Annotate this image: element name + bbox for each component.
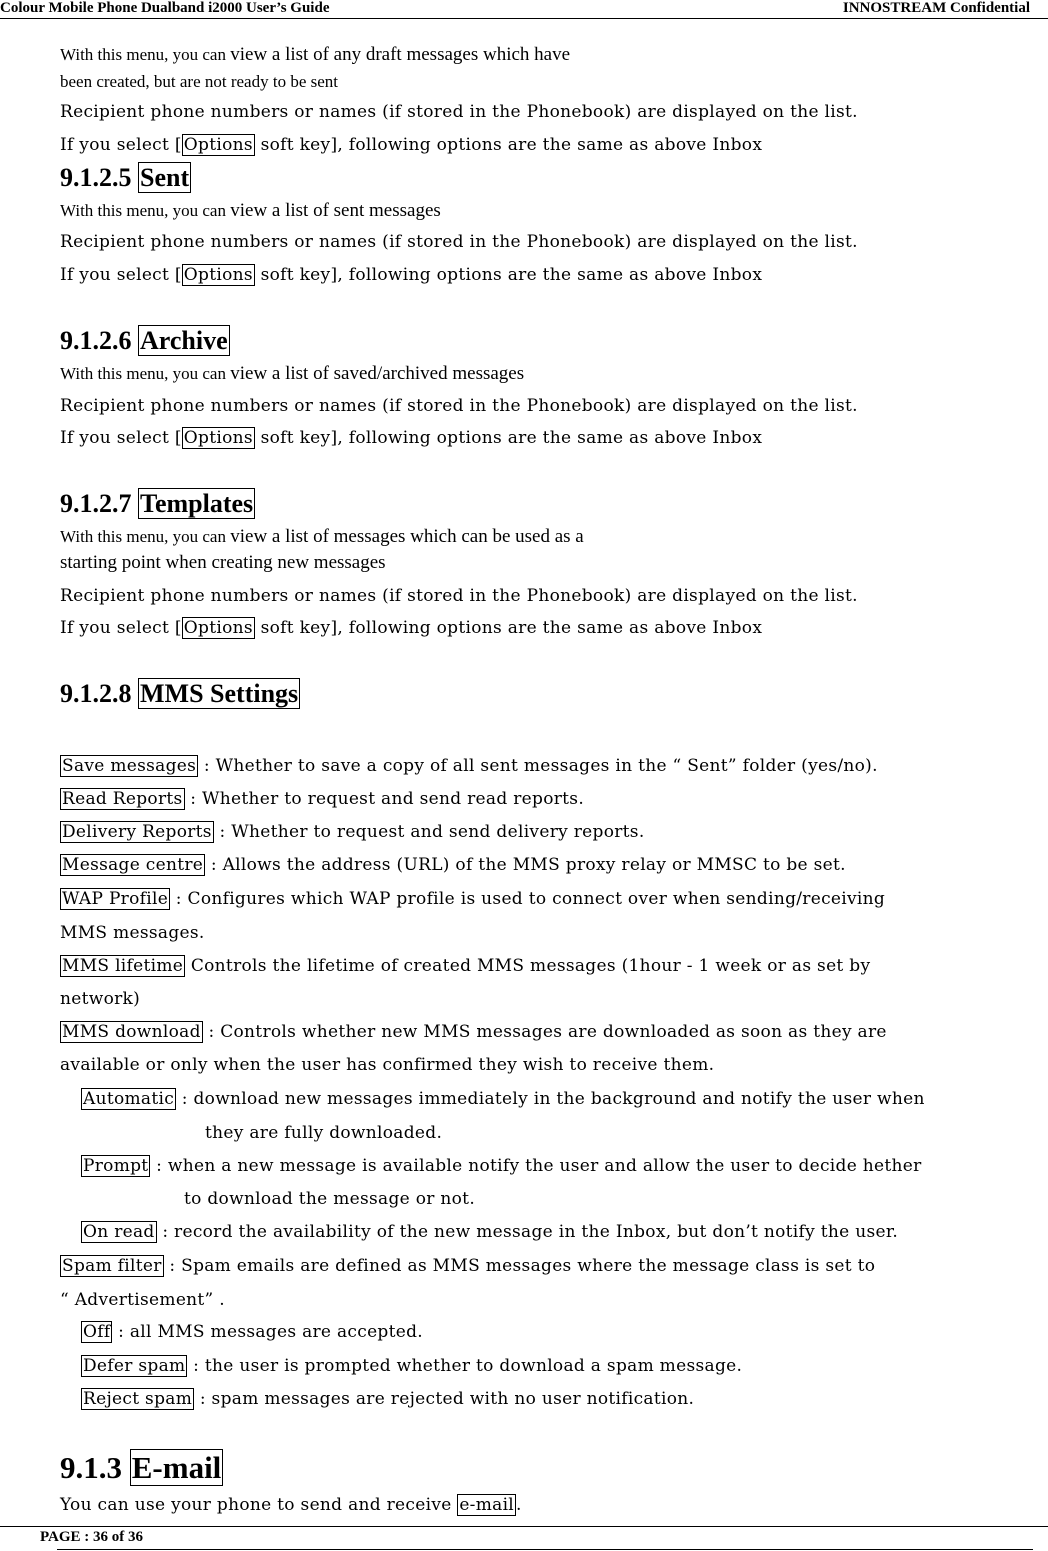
spam-opt-off <box>81 1322 423 1342</box>
mms-settings-heading <box>60 679 300 709</box>
recipients-line: Recipient phone numbers or names (if stored in the Phonebook) are displayed on the list. <box>60 102 858 122</box>
setting-desc: : Whether to request and send read reports. <box>184 789 585 809</box>
templates-intro <box>60 526 584 548</box>
download-opt-on-read <box>81 1222 898 1242</box>
setting-key: Read Reports <box>62 789 183 809</box>
opt-post: soft key], following options are the same as above Inbox <box>254 135 763 155</box>
option-key: Prompt <box>83 1156 149 1176</box>
setting-message-centre <box>60 855 846 875</box>
archive-intro <box>60 363 524 385</box>
recipients-line: Recipient phone numbers or names (if stored in the Phonebook) are displayed on the list. <box>60 396 858 416</box>
setting-desc: : Allows the address (URL) of the MMS proxy relay or MMSC to be set. <box>205 855 846 875</box>
sent-heading <box>60 163 191 193</box>
options-line <box>60 428 762 448</box>
download-opt-prompt-cont: to download the message or not. <box>184 1189 476 1209</box>
recipients-line: Recipient phone numbers or names (if stored in the Phonebook) are displayed on the list. <box>60 586 858 606</box>
email-heading <box>60 1450 223 1486</box>
doc-title: Colour Mobile Phone Dualband i2000 User’s Guide <box>0 0 330 16</box>
setting-spam-filter <box>60 1256 875 1276</box>
option-key: Off <box>83 1322 111 1342</box>
section-number: 9.1.2.7 <box>60 489 138 518</box>
download-opt-prompt <box>81 1156 922 1176</box>
setting-key: MMS download <box>62 1022 201 1042</box>
setting-desc: : Controls whether new MMS messages are downloaded as soon as they are <box>202 1022 887 1042</box>
section-title: MMS Settings <box>140 679 299 708</box>
setting-spam-filter-cont: “ Advertisement” . <box>60 1290 225 1310</box>
section-number: 9.1.3 <box>60 1450 130 1485</box>
setting-key: MMS lifetime <box>62 956 184 976</box>
spam-opt-defer <box>81 1356 742 1376</box>
setting-key: Spam filter <box>62 1256 162 1276</box>
email-intro-text: You can use your phone to send and receive <box>60 1495 458 1515</box>
option-desc: : when a new message is available notify the user and allow the user to decide hether <box>150 1156 922 1176</box>
option-desc: : all MMS messages are accepted. <box>112 1322 423 1342</box>
spam-opt-reject <box>81 1389 694 1409</box>
section-number: 9.1.2.6 <box>60 326 138 355</box>
section-number: 9.1.2.8 <box>60 679 138 708</box>
options-line <box>60 265 762 285</box>
option-desc: : spam messages are rejected with no user notification. <box>194 1389 695 1409</box>
opt-post: soft key], following options are the same as above Inbox <box>254 265 763 285</box>
option-key: Reject spam <box>83 1389 193 1409</box>
email-intro-end: . <box>516 1495 522 1515</box>
setting-key: Save messages <box>62 756 197 776</box>
options-line <box>60 618 762 638</box>
section-title: Templates <box>140 489 254 518</box>
confidential-label: INNOSTREAM Confidential <box>842 0 1030 16</box>
setting-key: WAP Profile <box>62 889 169 909</box>
option-desc: : the user is prompted whether to download a spam message. <box>187 1356 743 1376</box>
section-title: Archive <box>140 326 228 355</box>
setting-desc: : Configures which WAP profile is used to connect over when sending/receiving <box>170 889 886 909</box>
sent-intro <box>60 200 441 222</box>
setting-desc: : Whether to request and send delivery reports. <box>213 822 645 842</box>
options-key: Options <box>183 618 253 638</box>
archive-heading <box>60 326 230 356</box>
option-key: On read <box>83 1222 155 1242</box>
opt-post: soft key], following options are the same as above Inbox <box>254 428 763 448</box>
recipients-line: Recipient phone numbers or names (if stored in the Phonebook) are displayed on the list. <box>60 232 858 252</box>
page-number: PAGE : 36 of 36 <box>40 1529 144 1545</box>
templates-intro-cont: starting point when creating new messages <box>60 552 386 573</box>
options-line <box>60 135 762 155</box>
setting-desc: : Whether to save a copy of all sent messages in the “ Sent” folder (yes/no). <box>198 756 878 776</box>
intro-emph: view a list of sent messages <box>230 200 441 221</box>
option-desc: : download new messages immediately in the background and notify the user when <box>176 1089 925 1109</box>
opt-pre: If you select [ <box>60 265 182 285</box>
email-key: e-mail <box>459 1495 515 1515</box>
setting-desc: : Spam emails are defined as MMS messages where the message class is set to <box>163 1256 876 1276</box>
intro-prefix: With this menu, you can <box>60 201 231 220</box>
footer-rule <box>57 1549 1033 1550</box>
draft-intro <box>60 44 570 66</box>
page-footer <box>0 1526 1048 1549</box>
intro-prefix: With this menu, you can <box>60 364 231 383</box>
section-title: E-mail <box>131 1450 222 1485</box>
intro-emph: view a list of any draft messages which have <box>230 44 571 65</box>
opt-post: soft key], following options are the same as above Inbox <box>254 618 763 638</box>
setting-key: Delivery Reports <box>62 822 212 842</box>
section-title: Sent <box>140 163 190 192</box>
options-key: Options <box>183 265 253 285</box>
option-key: Defer spam <box>83 1356 186 1376</box>
section-number: 9.1.2.5 <box>60 163 138 192</box>
setting-key: Message centre <box>62 855 204 875</box>
option-desc: : record the availability of the new message in the Inbox, but don’t notify the user. <box>156 1222 899 1242</box>
intro-prefix: With this menu, you can <box>60 527 231 546</box>
setting-mms-lifetime <box>60 956 870 976</box>
setting-read-reports <box>60 789 584 809</box>
opt-pre: If you select [ <box>60 618 182 638</box>
email-intro <box>60 1495 522 1515</box>
option-key: Automatic <box>83 1089 175 1109</box>
download-opt-automatic <box>81 1089 925 1109</box>
setting-desc: Controls the lifetime of created MMS messages (1hour - 1 week or as set by <box>185 956 871 976</box>
opt-pre: If you select [ <box>60 428 182 448</box>
setting-mms-download-cont: available or only when the user has confirmed they wish to receive them. <box>60 1055 715 1075</box>
setting-mms-lifetime-cont: network) <box>60 989 141 1009</box>
draft-intro-cont: been created, but are not ready to be sent <box>60 72 339 91</box>
setting-wap-profile-cont: MMS messages. <box>60 923 205 943</box>
opt-pre: If you select [ <box>60 135 182 155</box>
templates-heading <box>60 489 255 519</box>
download-opt-automatic-cont: they are fully downloaded. <box>205 1123 443 1143</box>
setting-delivery-reports <box>60 822 645 842</box>
intro-emph: view a list of saved/archived messages <box>230 363 525 384</box>
setting-mms-download <box>60 1022 887 1042</box>
options-key: Options <box>183 135 253 155</box>
setting-wap-profile <box>60 889 885 909</box>
page-header <box>0 0 1048 19</box>
options-key: Options <box>183 428 253 448</box>
intro-prefix: With this menu, you can <box>60 45 231 64</box>
intro-emph: view a list of messages which can be used as a <box>230 526 584 547</box>
setting-save-messages <box>60 756 878 776</box>
